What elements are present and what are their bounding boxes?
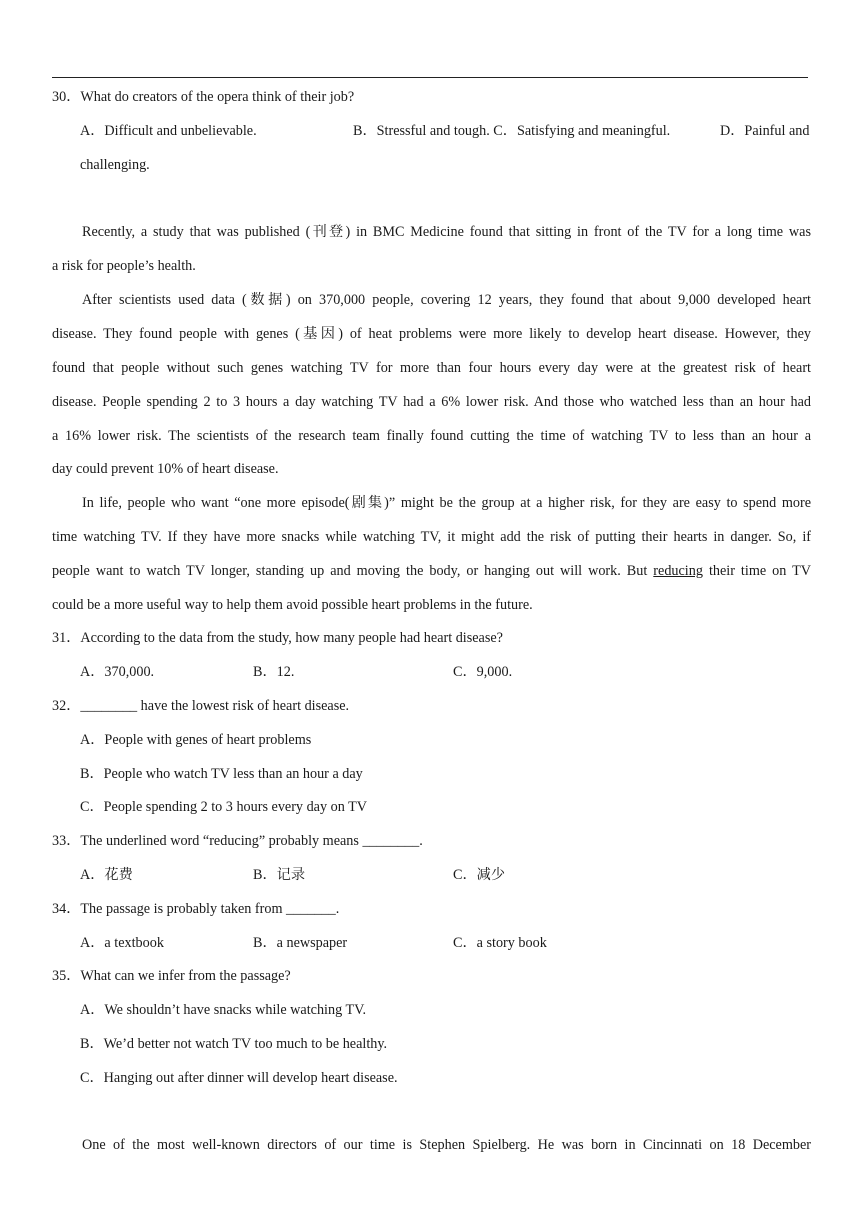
q33-stem: 33．The underlined word “reducing” probably means ________. xyxy=(52,833,423,849)
passage-p1-line2: a risk for people’s health. xyxy=(52,258,196,274)
q30-option-a: A．Difficult and unbelievable. xyxy=(80,123,257,139)
passage-p2-line2: disease. They found people with genes (基因) of heat problems were more likely to develop heart disease. However, they xyxy=(52,326,811,342)
q35-option-c: C．Hanging out after dinner will develop heart disease. xyxy=(80,1070,398,1086)
q31-option-c: C．9,000. xyxy=(453,664,513,680)
q30-option-d: D．Painful and xyxy=(720,123,810,139)
q35-stem: 35．What can we infer from the passage? xyxy=(52,968,291,984)
q34-option-b: B．a newspaper xyxy=(253,935,348,951)
passage-p3-line3 xyxy=(52,562,811,580)
underlined-word-reducing: reducing xyxy=(653,563,703,579)
q35-option-b: B．We’d better not watch TV too much to be healthy. xyxy=(80,1036,388,1052)
q33-option-c: C．减少 xyxy=(453,867,506,883)
q30-option-d-continued: challenging. xyxy=(80,157,150,173)
q33-option-b: B．记录 xyxy=(253,867,306,883)
passage-p2-line4: disease. People spending 2 to 3 hours a day watching TV had a 6% lower risk. And those who watched less than an hour had xyxy=(52,394,811,410)
q34-option-a: A．a textbook xyxy=(80,935,164,951)
q30-stem: 30．What do creators of the opera think of their job? xyxy=(52,89,355,105)
passage-p3-line3-end: their time on TV xyxy=(708,563,811,579)
q33-option-a: A．花费 xyxy=(80,867,133,883)
passage-p3-line3-start: people want to watch TV longer, standing up and moving the body, or hanging out will work. But xyxy=(52,563,648,579)
q31-stem: 31．According to the data from the study, how many people had heart disease? xyxy=(52,630,503,646)
passage-p3-line4: could be a more useful way to help them avoid possible heart problems in the future. xyxy=(52,597,533,613)
passage-p2-line5: a 16% lower risk. The scientists of the research team finally found cutting the time of watching TV to less than an hour a xyxy=(52,428,811,444)
q31-option-b: B．12. xyxy=(253,664,295,680)
passage-p2-line6: day could prevent 10% of heart disease. xyxy=(52,461,279,477)
q32-stem: 32．________ have the lowest risk of heart disease. xyxy=(52,698,350,714)
header-rule xyxy=(52,77,808,78)
q31-option-a: A．370,000. xyxy=(80,664,155,680)
q34-stem: 34．The passage is probably taken from _______. xyxy=(52,901,340,917)
q32-option-a: A．People with genes of heart problems xyxy=(80,732,312,748)
passage-p3-line2: time watching TV. If they have more snacks while watching TV, it might add the risk of putting their hearts in danger. So, if xyxy=(52,529,811,545)
q34-option-c: C．a story book xyxy=(453,935,547,951)
q35-option-a: A．We shouldn’t have snacks while watching TV. xyxy=(80,1002,367,1018)
q32-option-b: B．People who watch TV less than an hour a day xyxy=(80,766,363,782)
passage-p2-line1: After scientists used data (数据) on 370,000 people, covering 12 years, they found that about 9,000 developed heart xyxy=(82,292,811,308)
q32-option-c: C．People spending 2 to 3 hours every day on TV xyxy=(80,799,367,815)
passage-p3-line1: In life, people who want “one more episode(剧集)” might be the group at a higher risk, for they are easy to spend more xyxy=(82,495,811,511)
passage-p1-line1: Recently, a study that was published (刊登) in BMC Medicine found that sitting in front of the TV for a long time was xyxy=(82,224,811,240)
next-passage-line1: One of the most well-known directors of our time is Stephen Spielberg. He was born in Cincinnati on 18 December xyxy=(82,1137,811,1153)
q30-option-b-c: B．Stressful and tough. C．Satisfying and meaningful. xyxy=(353,123,671,139)
passage-p2-line3: found that people without such genes watching TV for more than four hours every day were at the greatest risk of heart xyxy=(52,360,811,376)
